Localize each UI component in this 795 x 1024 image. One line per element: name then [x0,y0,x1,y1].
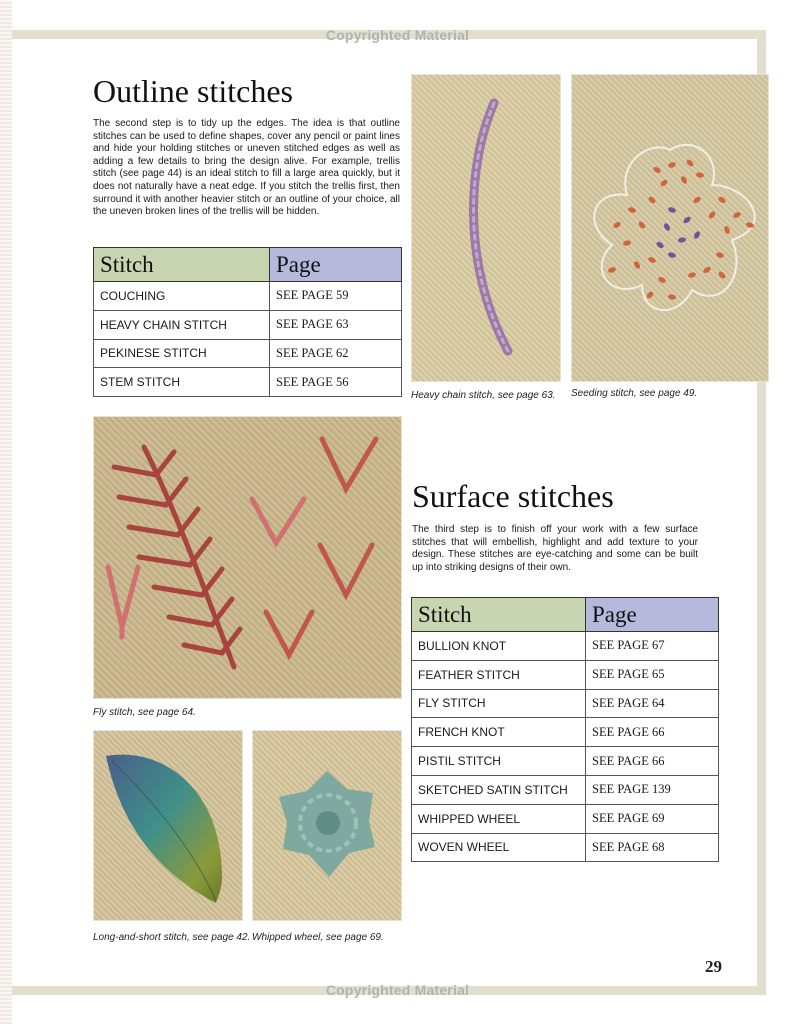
table-row [412,747,719,776]
stitch-name: SKETCHED SATIN STITCH [412,775,586,804]
surface-stitches-title: Surface stitches [412,478,614,514]
copyright-watermark-top: Copyrighted Material [325,27,470,43]
long-and-short-caption: Long-and-short stitch, see page 42. [93,932,251,943]
long-and-short-stitch-photo [93,730,243,921]
page-ref: SEE PAGE 69 [586,804,719,833]
page-ref: SEE PAGE 65 [586,660,719,689]
copyright-watermark-bottom: Copyrighted Material [325,982,470,998]
stitch-name: PEKINESE STITCH [94,339,270,368]
stitch-name: BULLION KNOT [412,632,586,661]
table-row [94,368,402,397]
page-ref: SEE PAGE 63 [270,310,402,339]
table-row [412,660,719,689]
whipped-wheel-caption: Whipped wheel, see page 69. [252,932,384,943]
seeding-caption: Seeding stitch, see page 49. [571,388,698,399]
table-row [412,632,719,661]
whipped-wheel-photo [252,730,402,921]
page-ref: SEE PAGE 56 [270,368,402,397]
page-ref: SEE PAGE 59 [270,282,402,311]
stitch-name: FRENCH KNOT [412,718,586,747]
table-row [94,310,402,339]
page-ref: SEE PAGE 66 [586,747,719,776]
fly-stitch-caption: Fly stitch, see page 64. [93,707,196,718]
table-row [94,282,402,311]
fly-stitch-photo [93,416,402,699]
table-row [412,833,719,862]
page-ref: SEE PAGE 62 [270,339,402,368]
page-ref: SEE PAGE 66 [586,718,719,747]
stitch-name: FLY STITCH [412,689,586,718]
outline-stitch-table [93,247,402,397]
table-header-page: Page [270,248,402,282]
table-row [412,775,719,804]
page-ref: SEE PAGE 139 [586,775,719,804]
heavy-chain-caption: Heavy chain stitch, see page 63. [411,390,556,401]
stitch-name: COUCHING [94,282,270,311]
page-ref: SEE PAGE 64 [586,689,719,718]
table-row [412,804,719,833]
table-row [412,689,719,718]
page-number: 29 [705,957,722,976]
table-header-stitch: Stitch [94,248,270,282]
surface-stitches-body: The third step is to finish off your work with a few surface stitches that will embellish, highlight and add texture to your design. These stitches are eye-catching and some can be built up into striking designs of their own. [412,524,698,573]
stitch-name: WOVEN WHEEL [412,833,586,862]
page-ref: SEE PAGE 67 [586,632,719,661]
stitch-name: STEM STITCH [94,368,270,397]
table-header-stitch: Stitch [412,598,586,632]
stitch-name: FEATHER STITCH [412,660,586,689]
page-ref: SEE PAGE 68 [586,833,719,862]
heavy-chain-stitch-photo [411,74,561,382]
stitch-name: HEAVY CHAIN STITCH [94,310,270,339]
outline-stitches-body: The second step is to tidy up the edges. The idea is that outline stitches can be used to define shapes, cover any pencil or paint lines and hide your holding stitches or uneven stitched edges as well as adding a few details to bring the design alive. For example, trellis stitch (see page 44) is an ideal stitch to fill a large area quickly, but it does not naturally have a neat edge. If you stitch the trellis first, then surround it with another heavier stitch or an outline of your choice, all the uneven broken lines of the trellis will be hidden. [93,118,400,218]
table-header-page: Page [586,598,719,632]
stitch-name: PISTIL STITCH [412,747,586,776]
stitch-name: WHIPPED WHEEL [412,804,586,833]
seeding-stitch-photo [571,74,769,382]
table-row [94,339,402,368]
page-edge [0,0,12,1024]
table-row [412,718,719,747]
surface-stitch-table [411,597,719,862]
outline-stitches-title: Outline stitches [93,73,293,109]
